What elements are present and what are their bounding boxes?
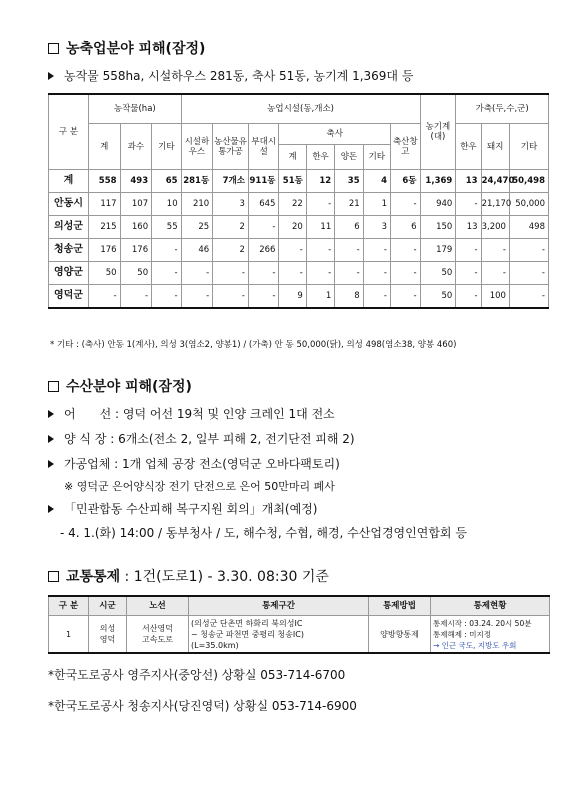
traffic-method: 양방향통제 [369, 616, 431, 654]
header-barn-total: 계 [279, 145, 306, 170]
cell-machinery: 50 [420, 262, 456, 285]
header-gubun: 구 분 [49, 94, 89, 170]
section-2-title: 수산분야 피해(잠정) [48, 376, 192, 396]
cell-a-other: 50,000 [509, 193, 548, 216]
cell-greenhouse: 46 [181, 239, 213, 262]
cell-warehouse: - [391, 262, 421, 285]
cell-barn-other: 4 [363, 170, 390, 193]
header-facilities: 농업시설(동,개소) [181, 94, 420, 124]
row-label: 청송군 [49, 239, 89, 262]
cell-crops-total: 117 [88, 193, 120, 216]
cell-warehouse: - [391, 285, 421, 309]
cell-fruit: 50 [120, 262, 152, 285]
cell-crops-total: 215 [88, 216, 120, 239]
triangle-bullet-icon [48, 72, 54, 80]
header-greenhouse: 시설하우스 [181, 124, 213, 170]
cell-crops-other: 10 [152, 193, 182, 216]
header-storage: 농산물유통가공 [213, 124, 249, 170]
header-crops: 농작물(ha) [88, 94, 181, 124]
cell-storage: - [213, 285, 249, 309]
triangle-bullet-icon [48, 435, 54, 443]
meeting-detail: - 4. 1.(화) 14:00 / 동부청사 / 도, 해수청, 수협, 해경, 수산업경영인연합회 등 [60, 526, 467, 540]
header-animal-pig: 돼지 [481, 124, 509, 170]
table-total-row [49, 170, 549, 193]
cell-machinery: 179 [420, 239, 456, 262]
table-row [49, 262, 549, 285]
cell-fruit: 493 [120, 170, 152, 193]
cell-machinery: 940 [420, 193, 456, 216]
cell-machinery: 150 [420, 216, 456, 239]
cell-greenhouse: - [181, 262, 213, 285]
header-warehouse: 축산창고 [391, 124, 421, 170]
meeting-title: 「민관합동 수산피해 복구지원 회의」개최(예정) [48, 500, 317, 517]
cell-a-other: 50,498 [509, 170, 548, 193]
cell-a-pig: - [481, 262, 509, 285]
table-header-row [49, 94, 549, 124]
cell-crops-total: 176 [88, 239, 120, 262]
cell-barn-pig: 8 [335, 285, 363, 309]
cell-barn-total: 22 [279, 193, 306, 216]
damage-table [48, 93, 549, 309]
cell-crops-other: - [152, 239, 182, 262]
cell-machinery: 1,369 [420, 170, 456, 193]
cell-storage: - [213, 262, 249, 285]
cell-crops-other: 55 [152, 216, 182, 239]
header-barn-hanu: 한우 [306, 145, 334, 170]
traffic-route: 서산영덕 고속도로 [127, 616, 189, 654]
header-machinery: 농기계 (대) [420, 94, 456, 170]
triangle-bullet-icon [48, 505, 54, 513]
cell-a-other: - [509, 239, 548, 262]
cell-barn-other: - [363, 285, 390, 309]
cell-barn-pig: - [335, 239, 363, 262]
section-3-title: 교통통제 : 1건(도로1) - 3.30. 08:30 기준 [48, 566, 329, 586]
cell-a-pig: 3,200 [481, 216, 509, 239]
cell-fruit: - [120, 285, 152, 309]
cell-warehouse: - [391, 193, 421, 216]
section-1-summary: 농작물 558ha, 시설하우스 281동, 축사 51동, 농기계 1,369대 등 [48, 67, 413, 84]
checkbox-square-icon [48, 381, 59, 392]
cell-a-pig: 24,470 [481, 170, 509, 193]
table-footnote: * 기타 : (축사) 안동 1(계사), 의성 3(염소2, 양봉1) / (가축) 안 동 50,000(닭), 의성 498(염소38, 양봉 460) [50, 340, 457, 350]
section-1-title: 농축업분야 피해(잠정) [48, 38, 205, 58]
cell-crops-other: - [152, 285, 182, 309]
cell-barn-pig: 6 [335, 216, 363, 239]
cell-barn-pig: - [335, 262, 363, 285]
traffic-row [49, 616, 550, 654]
cell-warehouse: - [391, 239, 421, 262]
table-row [49, 239, 549, 262]
cell-greenhouse: 281동 [181, 170, 213, 193]
cell-barn-other: - [363, 239, 390, 262]
fishery-item: 가공업체 : 1개 업체 공장 전소(영덕군 오바다팩토리) [48, 455, 340, 472]
triangle-bullet-icon [48, 460, 54, 468]
cell-a-other: - [509, 285, 548, 309]
traffic-county: 의성 영덕 [89, 616, 127, 654]
cell-greenhouse: 210 [181, 193, 213, 216]
cell-a-hanu: - [456, 239, 481, 262]
cell-barn-other: 1 [363, 193, 390, 216]
cell-barn-pig: 35 [335, 170, 363, 193]
cell-a-other: - [509, 262, 548, 285]
cell-crops-total: 558 [88, 170, 120, 193]
cell-warehouse: 6동 [391, 170, 421, 193]
contact-line: *한국도로공사 영주지사(중앙선) 상황실 053-714-6700 [48, 668, 346, 682]
row-label: 안동시 [49, 193, 89, 216]
header-crops-other: 기타 [152, 124, 182, 170]
traffic-no: 1 [49, 616, 89, 654]
cell-aux: 911동 [248, 170, 279, 193]
cell-greenhouse: - [181, 285, 213, 309]
cell-storage: 3 [213, 193, 249, 216]
cell-barn-hanu: 11 [306, 216, 334, 239]
header-animal-other: 기타 [509, 124, 548, 170]
row-label: 영덕군 [49, 285, 89, 309]
traffic-status: 통제시작 : 03.24. 20시 50분 통제해제 : 미지정 → 인근 국도, 지방도 우회 [431, 616, 550, 654]
fishery-item: 어 선 : 영덕 어선 19척 및 인양 크레인 1대 전소 [48, 405, 335, 422]
cell-machinery: 50 [420, 285, 456, 309]
traffic-header-status: 통제현황 [431, 596, 550, 616]
cell-aux: 266 [248, 239, 279, 262]
cell-barn-hanu: 12 [306, 170, 334, 193]
cell-fruit: 176 [120, 239, 152, 262]
cell-barn-total: 9 [279, 285, 306, 309]
cell-a-pig: 21,170 [481, 193, 509, 216]
cell-barn-hanu: - [306, 262, 334, 285]
table-row [49, 193, 549, 216]
cell-barn-other: - [363, 262, 390, 285]
triangle-bullet-icon [48, 410, 54, 418]
traffic-header-section: 통제구간 [189, 596, 369, 616]
cell-aux: - [248, 262, 279, 285]
header-animal-hanu: 한우 [456, 124, 481, 170]
cell-storage: 2 [213, 239, 249, 262]
cell-a-hanu: - [456, 285, 481, 309]
header-crops-total: 계 [88, 124, 120, 170]
header-barn-pig: 양돈 [335, 145, 363, 170]
traffic-section: (의성군 단촌면 하화리 북의성IC ~ 청송군 파천면 중평리 청송IC) (L=35.0km) [189, 616, 369, 654]
cell-barn-hanu: - [306, 239, 334, 262]
cell-barn-other: 3 [363, 216, 390, 239]
header-barn: 축사 [279, 124, 391, 145]
cell-storage: 7개소 [213, 170, 249, 193]
fishery-item: 양 식 장 : 6개소(전소 2, 일부 피해 2, 전기단전 피해 2) [48, 430, 355, 447]
cell-crops-other: - [152, 262, 182, 285]
cell-barn-pig: 21 [335, 193, 363, 216]
cell-barn-hanu: 1 [306, 285, 334, 309]
cell-a-hanu: 13 [456, 216, 481, 239]
traffic-header-county: 시군 [89, 596, 127, 616]
cell-aux: - [248, 285, 279, 309]
cell-greenhouse: 25 [181, 216, 213, 239]
cell-crops-total: 50 [88, 262, 120, 285]
cell-barn-total: - [279, 239, 306, 262]
row-label: 계 [49, 170, 89, 193]
traffic-header-row [49, 596, 550, 616]
traffic-header-gubun: 구 분 [49, 596, 89, 616]
cell-barn-hanu: - [306, 193, 334, 216]
traffic-header-route: 노선 [127, 596, 189, 616]
traffic-table [48, 595, 550, 654]
header-fruit: 과수 [120, 124, 152, 170]
cell-barn-total: 51동 [279, 170, 306, 193]
table-row [49, 285, 549, 309]
cell-a-pig: - [481, 239, 509, 262]
cell-fruit: 160 [120, 216, 152, 239]
header-barn-other: 기타 [363, 145, 390, 170]
cell-storage: 2 [213, 216, 249, 239]
checkbox-square-icon [48, 571, 59, 582]
cell-barn-total: 20 [279, 216, 306, 239]
cell-aux: - [248, 216, 279, 239]
table-header-row [49, 124, 549, 145]
table-row [49, 216, 549, 239]
header-animals: 가축(두,수,군) [456, 94, 549, 124]
cell-aux: 645 [248, 193, 279, 216]
row-label: 영양군 [49, 262, 89, 285]
cell-crops-total: - [88, 285, 120, 309]
cell-warehouse: 6 [391, 216, 421, 239]
cell-a-pig: 100 [481, 285, 509, 309]
header-aux: 부대시설 [248, 124, 279, 170]
cell-a-hanu: - [456, 262, 481, 285]
row-label: 의성군 [49, 216, 89, 239]
cell-a-hanu: - [456, 193, 481, 216]
cell-fruit: 107 [120, 193, 152, 216]
traffic-header-method: 통제방법 [369, 596, 431, 616]
cell-a-other: 498 [509, 216, 548, 239]
fishery-subnote: ※ 영덕군 은어양식장 전기 단전으로 은어 50만마리 폐사 [64, 480, 335, 493]
cell-a-hanu: 13 [456, 170, 481, 193]
contact-line: *한국도로공사 청송지사(당진영덕) 상황실 053-714-6900 [48, 699, 357, 713]
cell-barn-total: - [279, 262, 306, 285]
cell-crops-other: 65 [152, 170, 182, 193]
checkbox-square-icon [48, 43, 59, 54]
